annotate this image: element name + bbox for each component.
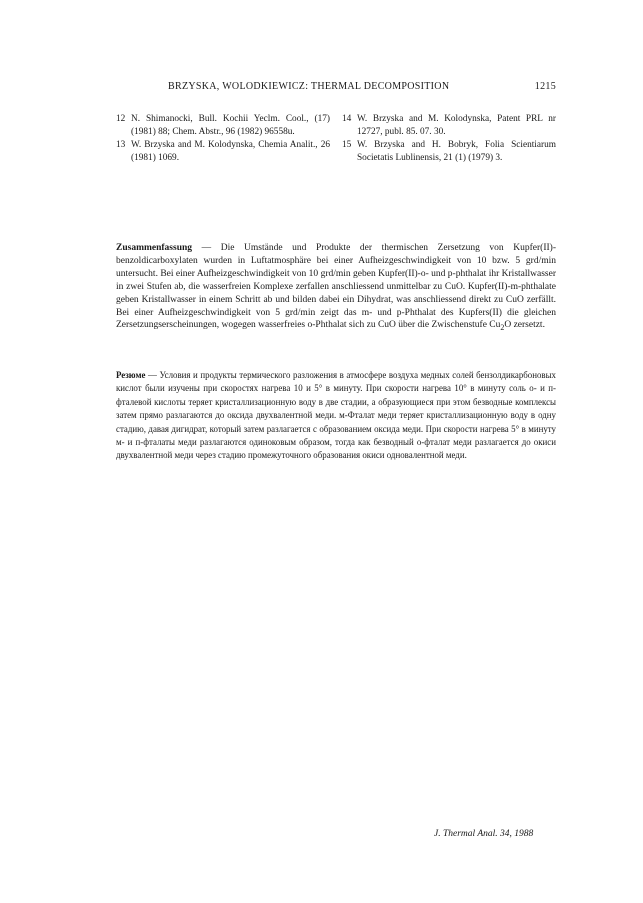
reference-number: 14 [342, 114, 352, 124]
abstract-russian-label: Резюме [116, 370, 146, 380]
abstract-russian-text: — Условия и продукты термического разложения в атмосфере воздуха медных солей бензолдикарбоновых кислот были изучены при скоростях нагрева 10 и 5° в минуту. При скорости нагрева 10° в минуту соль о- и п-фталевой кислоты теряет кристаллизационную воду в две стадии, а образующиеся при этом безводные комплексы затем прямо разлагаются до оксида двухвалентной меди. м-Фталат меди теряет кристаллизационную воду в одну стадию, давая дигидрат, который затем разлагается с образованием оксида меди. При скорости нагрева 5° в минуту м- и п-фталаты меди разлагаются одиноковым образом, тогда как безводный о-фталат меди разлагается до окиси двухвалентной меди через стадию промежуточного образования окиси одновалентной меди. [116, 370, 556, 461]
reference-number: 13 [116, 140, 126, 150]
running-header [116, 81, 556, 95]
reference-item [342, 139, 556, 165]
abstract-german-subscript: 2 [500, 323, 505, 333]
page-number: 1215 [534, 81, 556, 92]
reference-text: W. Brzyska and M. Kolodynska, Chemia Analit., 26 (1981) 1069. [131, 140, 330, 163]
reference-number: 12 [116, 114, 126, 124]
reference-item [116, 113, 330, 139]
reference-item [116, 139, 330, 165]
abstract-german-label: Zusammenfassung [116, 243, 193, 253]
journal-citation: J. Thermal Anal. 34, 1988 [434, 829, 534, 839]
reference-text: W. Brzyska and H. Bobryk, Folia Scientiarum Societatis Lublinensis, 21 (1) (1979) 3. [357, 140, 556, 163]
reference-text: W. Brzyska and M. Kolodynska, Patent PRL nr 12727, publ. 85. 07. 30. [357, 114, 556, 137]
reference-column-left [116, 113, 330, 165]
reference-column-right [342, 113, 556, 165]
abstract-russian [116, 369, 556, 463]
abstract-german-text: — Die Umstände und Produkte der thermischen Zersetzung von Kupfer(II)-benzoldicarboxylaten wurden in Luftatmosphäre bei einer Aufheizgeschwindigkeit von 10 bzw. 5 grd/min untersucht. Bei einer Aufheizgeschwindigkeit von 10 grd/min geben Kupfer(II)-o- und p-phthalat ihr Kristallwasser in zwei Stufen ab, die wasserfreien Komplexe zerfallen anschliessend unmittelbar zu CuO. Kupfer(II)-m-phthalate geben Kristallwasser in einem Schritt ab und bilden dabei ein Dihydrat, was anschliessend direkt zu CuO zerfällt. Bei einer Aufheizgeschwindigkeit von 5 grd/min zeigt das m- und p-Phthalat des Kupfers(II) die gleichen Zersetzungserscheinungen, wogegen wasserfreies o-Phthalat sich zu CuO über die Zwischenstufe Cu [116, 243, 556, 331]
reference-item [342, 113, 556, 139]
abstract-german [116, 242, 556, 335]
reference-text: N. Shimanocki, Bull. Kochii Yeclm. Cool., (17) (1981) 88; Chem. Abstr., 96 (1982) 96558u. [131, 114, 330, 137]
running-title: BRZYSKA, WOLODKIEWICZ: THERMAL DECOMPOSITION [168, 81, 450, 92]
reference-number: 15 [342, 140, 352, 150]
abstract-german-text-end: O zersetzt. [504, 320, 545, 331]
